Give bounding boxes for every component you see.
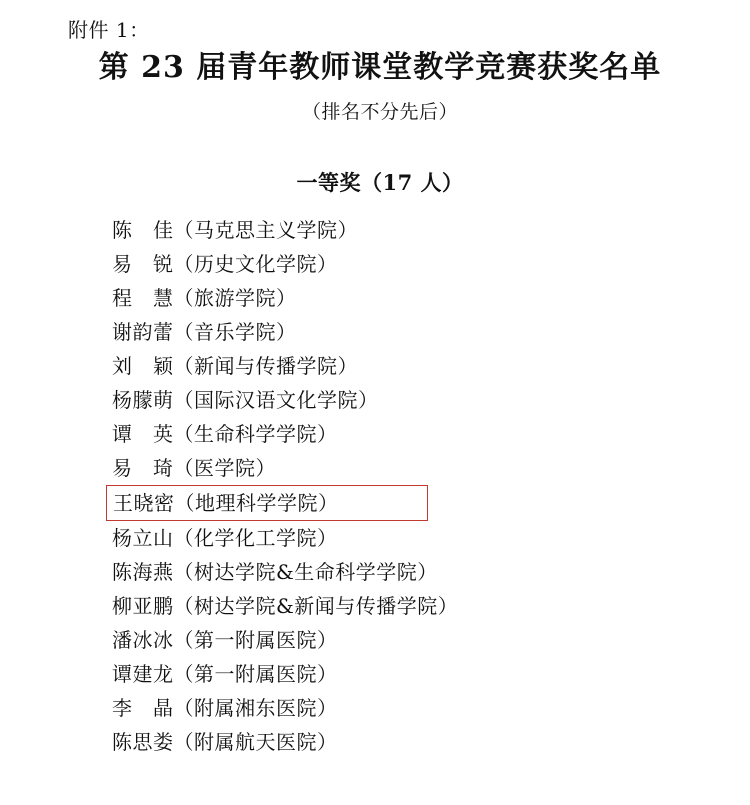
list-item: 柳亚鹏（树达学院&新闻与传播学院） (112, 594, 459, 619)
document-subtitle: （排名不分先后） (301, 100, 458, 123)
page-title: 第 23 届青年教师课堂教学竞赛获奖名单 (98, 50, 662, 85)
list-item: 谭建龙（第一附属医院） (112, 662, 338, 687)
list-item: 李 晶（附属湘东医院） (112, 696, 338, 721)
list-item: 刘 颖（新闻与传播学院） (112, 354, 358, 379)
attachment-label: 附件 1： (68, 18, 150, 42)
list-item: 陈思娄（附属航天医院） (112, 730, 338, 755)
list-item-highlighted: 王晓密（地理科学学院） (106, 485, 428, 521)
list-item: 潘冰冰（第一附属医院） (112, 628, 338, 653)
list-item: 程 慧（旅游学院） (112, 286, 297, 311)
list-item: 易 锐（历史文化学院） (112, 252, 338, 277)
list-item: 易 琦（医学院） (112, 456, 276, 481)
list-item: 杨立山（化学化工学院） (112, 526, 338, 551)
list-item: 陈 佳（马克思主义学院） (112, 218, 358, 243)
winner-list (40, 213, 710, 759)
award-section (40, 167, 710, 759)
list-item: 谢韵蕾（音乐学院） (112, 320, 297, 345)
award-heading: 一等奖（17 人） (296, 170, 464, 196)
list-item: 杨朦萌（国际汉语文化学院） (112, 388, 379, 413)
list-item: 陈海燕（树达学院&生命科学学院） (112, 560, 438, 585)
list-item: 谭 英（生命科学学院） (112, 422, 338, 447)
